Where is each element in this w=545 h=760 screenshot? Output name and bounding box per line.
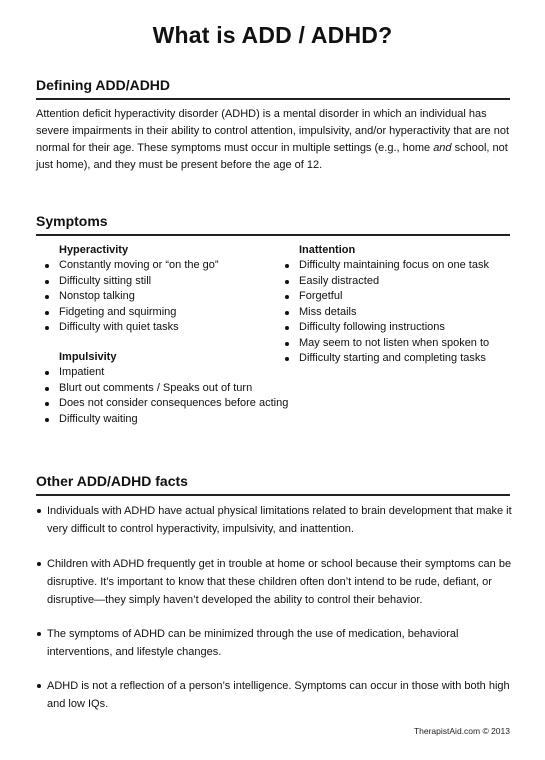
inattention-heading: Inattention <box>299 244 356 256</box>
defining-text-1: Attention deficit hyperactivity disorder (ADHD) is a mental disorder in which an individual has severe impairments in their ability to control attention, impulsivity, and/or hyperactivity that are not normal for their age. These symptoms must occur in multiple settings (e.g., home <box>36 108 510 154</box>
list-item-text: Constantly moving or “on the go” <box>59 259 219 271</box>
defining-paragraph <box>36 106 514 174</box>
list-item <box>36 320 286 336</box>
facts-divider <box>36 494 510 496</box>
bullet-icon <box>37 509 41 513</box>
list-item-text: Fidgeting and squirming <box>59 305 177 318</box>
list-item <box>276 305 516 321</box>
bullet-icon <box>285 357 289 361</box>
list-item <box>36 365 306 381</box>
symptoms-divider <box>36 234 510 236</box>
list-item <box>36 289 286 305</box>
list-item-text: Nonstop talking <box>59 290 135 302</box>
list-item-text: Difficulty following instructions <box>299 321 445 333</box>
impulsivity-list <box>36 365 306 427</box>
list-item <box>276 258 516 274</box>
list-item-text: Easily distracted <box>299 274 380 287</box>
bullet-icon <box>37 684 41 688</box>
list-item-text: Difficulty starting and completing tasks <box>299 352 486 364</box>
bullet-icon <box>45 326 49 330</box>
list-item <box>276 351 516 367</box>
fact-item <box>36 625 512 661</box>
impulsivity-heading: Impulsivity <box>59 351 117 363</box>
list-item <box>36 274 286 290</box>
bullet-icon <box>37 632 41 636</box>
fact-item <box>36 502 512 538</box>
bullet-icon <box>45 264 49 268</box>
symptoms-heading: Symptoms <box>36 213 108 229</box>
bullet-icon <box>285 342 289 346</box>
bullet-icon <box>45 371 49 375</box>
fact-text: The symptoms of ADHD can be minimized through the use of medication, behavioral interventions, and lifestyle changes. <box>47 628 459 658</box>
footer-copyright: TherapistAid.com © 2013 <box>413 726 510 736</box>
defining-text-2: school, not just home), and they must be present before the age of 12. <box>36 142 508 171</box>
fact-text: ADHD is not a reflection of a person’s intelligence. Symptoms can occur in those with both high and low IQs. <box>47 680 510 710</box>
bullet-icon <box>45 418 49 422</box>
bullet-icon <box>45 387 49 391</box>
list-item <box>36 258 286 274</box>
fact-item <box>36 677 512 713</box>
list-item-text: Difficulty waiting <box>59 412 138 425</box>
hyperactivity-heading: Hyperactivity <box>59 244 129 256</box>
fact-text: Individuals with ADHD have actual physical limitations related to brain development that make it very difficult to control hyperactivity, impulsivity, and inattention. <box>47 505 512 535</box>
bullet-icon <box>285 326 289 330</box>
list-item <box>36 381 306 397</box>
inattention-list <box>276 258 516 367</box>
bullet-icon <box>285 264 289 268</box>
hyperactivity-list <box>36 258 286 336</box>
bullet-icon <box>45 280 49 284</box>
bullet-icon <box>285 295 289 299</box>
list-item-text: Miss details <box>299 305 357 318</box>
inattention-column <box>276 243 516 367</box>
list-item <box>276 289 516 305</box>
defining-text-emphasis: and <box>433 142 452 154</box>
list-item-text: Impatient <box>59 366 105 378</box>
impulsivity-column <box>36 350 306 427</box>
list-item-text: Does not consider consequences before acting <box>59 397 289 409</box>
bullet-icon <box>45 402 49 406</box>
list-item <box>36 412 306 428</box>
bullet-icon <box>45 295 49 299</box>
list-item-text: Blurt out comments / Speaks out of turn <box>59 381 253 394</box>
defining-heading: Defining ADD/ADHD <box>36 77 171 93</box>
facts-heading: Other ADD/ADHD facts <box>36 473 188 489</box>
bullet-icon <box>285 311 289 315</box>
bullet-icon <box>285 280 289 284</box>
list-item <box>36 396 306 412</box>
fact-text: Children with ADHD frequently get in trouble at home or school because their symptoms can be disruptive. It’s important to know that these children often don’t intend to be rude, defiant, or disruptive—they simply haven’t developed the ability to control their behavior. <box>47 558 512 606</box>
list-item-text: Difficulty sitting still <box>59 274 152 287</box>
list-item <box>276 336 516 352</box>
fact-item <box>36 555 512 609</box>
defining-divider <box>36 98 510 100</box>
list-item <box>276 274 516 290</box>
list-item <box>276 320 516 336</box>
list-item-text: Difficulty maintaining focus on one task <box>299 259 489 271</box>
list-item-text: Difficulty with quiet tasks <box>59 321 179 333</box>
bullet-icon <box>37 562 41 566</box>
list-item <box>36 305 286 321</box>
list-item-text: May seem to not listen when spoken to <box>299 336 490 349</box>
list-item-text: Forgetful <box>299 290 343 302</box>
hyperactivity-column <box>36 243 286 336</box>
bullet-icon <box>45 311 49 315</box>
page-title: What is ADD / ADHD? <box>152 22 393 48</box>
